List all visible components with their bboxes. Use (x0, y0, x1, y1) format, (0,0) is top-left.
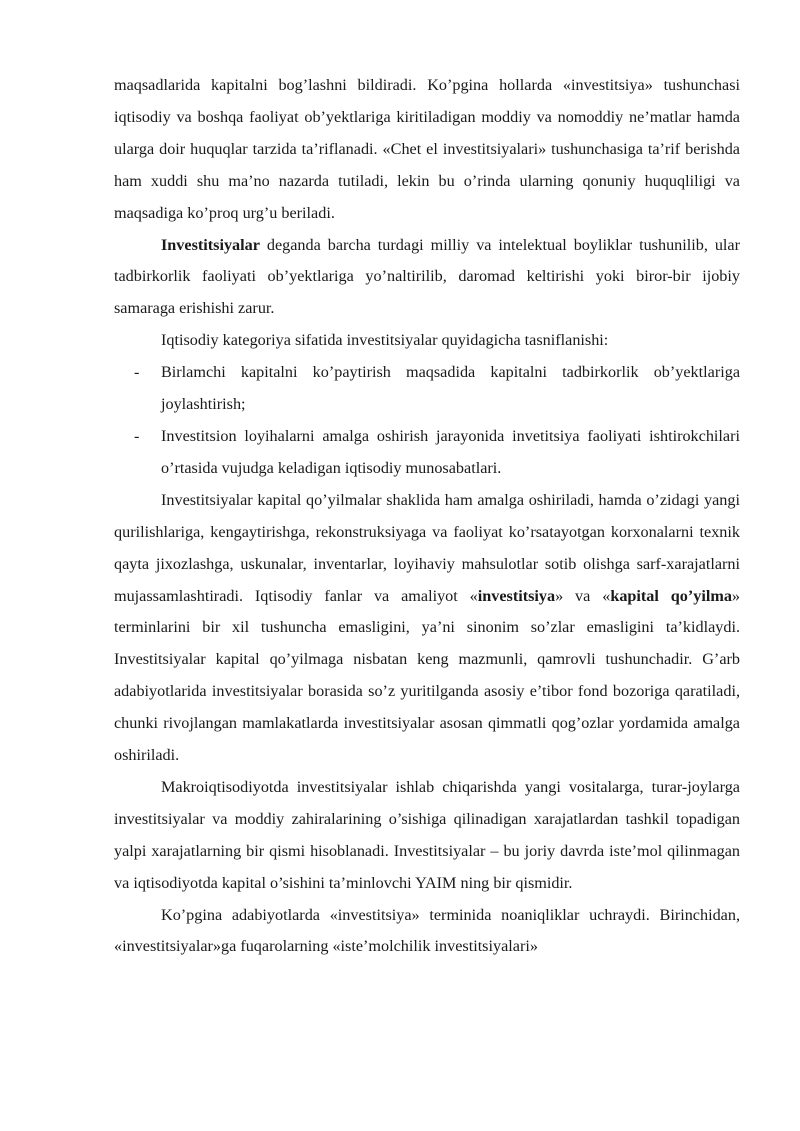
paragraph-6: Ko’pgina adabiyotlarda «investitsiya» terminida noaniqliklar uchraydi. Birinchidan, «investitsiyalar»ga fuqarolarning «iste’molchilik investitsiyalari» (114, 905, 740, 956)
paragraph-3: Iqtisodiy kategoriya sifatida investitsiyalar quyidagicha tasniflanishi: (161, 331, 609, 350)
document-page (114, 70, 740, 963)
list-item (114, 421, 740, 485)
bullet-dash: - (134, 426, 140, 445)
paragraph-2-text: deganda barcha turdagi milliy va intelektual boyliklar tushunilib, ular tadbirkorlik faoliyati ob’yektlariga yo’naltirilib, daromad keltirishi yoki biror-bir ijobiy samaraga erishishi zarur. (114, 235, 740, 318)
list-item-text: Investitsion loyihalarni amalga oshirish jarayonida invetitsiya faoliyati ishtirokchilari o’rtasida vujudga keladigan iqtisodiy munosabatlari. (161, 426, 740, 477)
term-investitsiya: investitsiya (477, 586, 556, 605)
term-kapital-qoyilma: kapital qo’yilma (610, 586, 732, 605)
paragraph-4-text-a: Investitsiyalar kapital qo’yilmalar shaklida ham amalga oshiriladi, hamda o’zidagi yangi qurilishlariga, kengaytirishga, rekonstruksiyaga va faoliyat ko’rsatayotgan korxonalarni texnik qayta jixozlashga, uskunalar, inventarlar, loyihaviy mahsulotlar sotib olishga sarf-xarajatlarni mujassamlashtiradi. Iqtisodiy fanlar va amaliyot « (114, 490, 740, 605)
list-item (114, 357, 740, 421)
paragraph-4-text-b: » va « (555, 586, 611, 605)
term-investitsiyalar: Investitsiyalar (161, 235, 260, 254)
paragraph-1: maqsadlarida kapitalni bog’lashni bildiradi. Ko’pgina hollarda «investitsiya» tushunchasi iqtisodiy va boshqa faoliyat ob’yektlariga kiritiladigan moddiy va nomoddiy ne’matlar hamda ularga doir huquqlar tarzida ta’riflanadi. «Chet el investitsiyalari» tushunchasiga ta’rif berishda ham xuddi shu ma’no nazarda tutiladi, lekin bu o’rinda ularning qonuniy huquqliligi va maqsadiga ko’proq urg’u beriladi. (114, 76, 740, 222)
paragraph-4 (114, 485, 740, 772)
bullet-dash: - (134, 363, 140, 382)
paragraph-2 (114, 230, 740, 326)
paragraph-5: Makroiqtisodiyotda investitsiyalar ishlab chiqarishda yangi vositalarga, turar-joylarga investitsiyalar va moddiy zahiralarining o’sishiga qilinadigan xarajatlardan tashkil topadigan yalpi xarajatlarning bir qismi hisoblanadi. Investitsiyalar – bu joriy davrda iste’mol qilinmagan va iqtisodiyotda kapital o’sishini ta’minlovchi YAIM ning bir qismidir. (114, 777, 740, 892)
list-item-text: Birlamchi kapitalni ko’paytirish maqsadida kapitalni tadbirkorlik ob’yektlariga joylashtirish; (161, 363, 740, 414)
classification-list (114, 357, 740, 485)
paragraph-4-text-c: » terminlarini bir xil tushuncha emasligini, ya’ni sinonim so’zlar emasligini ta’kidlaydi. Investitsiyalar kapital qo’yilmaga nisbatan keng mazmunli, qamrovli tushunchadir. G’arb adabiyotlarida investitsiyalar borasida so’z yuritilganda asosiy e’tibor fond bozoriga qaratiladi, chunki rivojlangan mamlakatlarda investitsiyalar asosan qimmatli qog’ozlar yordamida amalga oshiriladi. (114, 586, 741, 765)
